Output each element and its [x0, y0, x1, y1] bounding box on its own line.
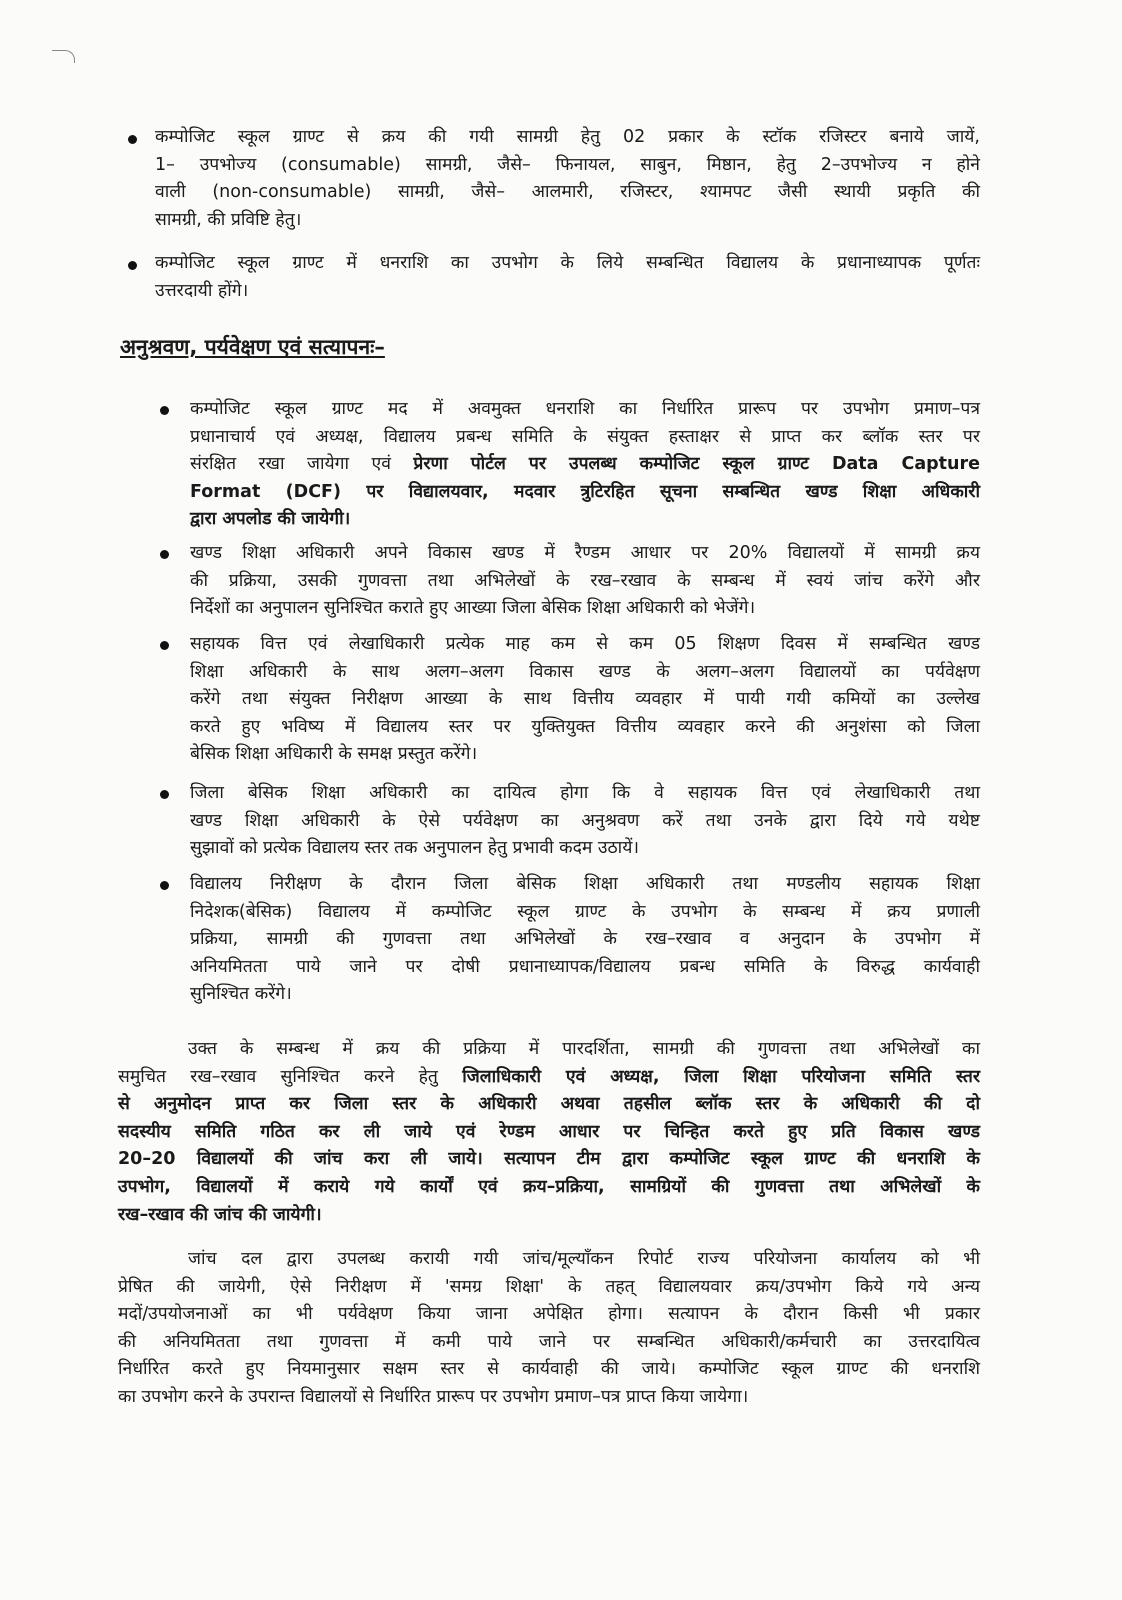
text: कम्पोजिट स्कूल ग्राण्ट में धनराशि का उपभोग के लिये सम्बन्धित विद्यालय के प्रधानाध्यापक पूर्णतः	[155, 253, 980, 273]
text-line	[190, 686, 980, 714]
bullet-icon	[160, 881, 169, 890]
text-line	[118, 1274, 980, 1302]
text-line	[190, 595, 980, 623]
text-line	[190, 780, 980, 808]
text: सुनिश्चित करेंगे।	[190, 984, 292, 1005]
text-line	[190, 871, 980, 899]
text-line	[190, 981, 980, 1009]
text-line	[118, 1146, 980, 1174]
bold-text: द्वारा अपलोड की जायेगी।	[190, 509, 351, 530]
bullet-icon	[160, 550, 169, 559]
text-line	[118, 1329, 980, 1357]
bullet-item-stock-registers	[155, 124, 980, 234]
text: का उपभोग करने के उपरान्त विद्यालयों से निर्धारित प्रारूप पर उपभोग प्रमाण–पत्र प्राप्त किया जायेगा।	[118, 1386, 749, 1407]
text-line	[155, 179, 980, 207]
text-line	[190, 451, 980, 479]
text: 1– उपभोज्य (consumable) सामग्री, जैसे– फिनायल, साबुन, मिष्ठान, हेतु 2–उपभोज्य न होने	[155, 154, 980, 175]
text-line	[118, 1246, 980, 1274]
text: की प्रक्रिया, उसकी गुणवत्ता तथा अभिलेखों के रख–रखाव के सम्बन्ध में स्वयं जांच करेंगे और	[190, 570, 980, 591]
text: खण्ड शिक्षा अधिकारी के ऐसे पर्यवेक्षण का अनुश्रवण करें तथा उनके द्वारा दिये गये यथेष्ट	[190, 810, 980, 831]
text-line	[190, 835, 980, 863]
text: अनियमितता पाये जाने पर दोषी प्रधानाध्यापक/विद्यालय प्रबन्ध समिति के विरुद्ध कार्यवाही	[190, 956, 980, 977]
text-line	[190, 424, 980, 452]
text-line	[190, 741, 980, 769]
text-line	[118, 1356, 980, 1384]
bold-text: उपभोग, विद्यालयों में कराये गये कार्यों एवं क्रय–प्रक्रिया, सामग्रियों की गुणवत्ता तथा अभिलेखों के	[118, 1176, 980, 1197]
text: करेंगे तथा संयुक्त निरीक्षण आख्या के साथ वित्तीय व्यवहार में पायी गयी कमियों का उल्लेख	[190, 689, 980, 710]
bold-text: सदस्यीय समिति गठित कर ली जाये एवं रेण्डम आधार पर चिन्हित करते हुए प्रति विकास खण्ड	[118, 1121, 980, 1142]
text: उत्तरदायी होंगे।	[155, 280, 249, 301]
text-line	[118, 1091, 980, 1119]
text: मदों/उपयोजनाओं का भी पर्यवेक्षण किया जाना अपेक्षित होगा। सत्यापन के दौरान किसी भी प्रकार	[118, 1304, 980, 1325]
text-line	[190, 808, 980, 836]
text: प्रधानाचार्य एवं अध्यक्ष, विद्यालय प्रबन्ध समिति के संयुक्त हस्ताक्षर से प्राप्त कर ब्लॉक स्तर पर	[190, 426, 980, 447]
text-line	[118, 1202, 980, 1230]
text: सुझावों को प्रत्येक विद्यालय स्तर तक अनुपालन हेतु प्रभावी कदम उठायें।	[190, 838, 639, 859]
text-line	[118, 1384, 980, 1412]
bullet-icon	[128, 261, 137, 270]
text-line	[155, 250, 980, 278]
text-line	[190, 506, 980, 534]
text-line	[190, 954, 980, 982]
text-line	[190, 714, 980, 742]
text: कम्पोजिट स्कूल ग्राण्ट से क्रय की गयी सामग्री हेतु 02 प्रकार के स्टॉक रजिस्टर बनाये जायें,	[155, 127, 980, 147]
text-line	[155, 152, 980, 180]
bullet-icon	[160, 790, 169, 799]
bullet-item-block-officer-check	[190, 540, 980, 623]
text: विद्यालय निरीक्षण के दौरान जिला बेसिक शिक्षा अधिकारी तथा मण्डलीय सहायक शिक्षा	[190, 874, 980, 894]
text: बेसिक शिक्षा अधिकारी के समक्ष प्रस्तुत करेंगे।	[190, 744, 478, 765]
text-line	[190, 479, 980, 507]
text: प्रक्रिया, सामग्री की गुणवत्ता तथा अभिलेखों के रख–रखाव व अनुदान के उपभोग में	[190, 929, 980, 950]
paragraph-verification-committee	[118, 1036, 980, 1229]
bullet-icon	[160, 641, 169, 650]
text: जिला बेसिक शिक्षा अधिकारी का दायित्व होगा कि वे सहायक वित्त एवं लेखाधिकारी तथा	[190, 783, 980, 803]
bold-text: प्रेरणा पोर्टल पर उपलब्ध कम्पोजिट स्कूल ग्राण्ट Data Capture	[413, 454, 980, 475]
bullet-item-headmaster-responsibility	[155, 250, 980, 305]
text-line	[190, 899, 980, 927]
text: कम्पोजिट स्कूल ग्राण्ट मद में अवमुक्त धनराशि का निर्धारित प्रारूप पर उपभोग प्रमाण–पत्र	[190, 399, 980, 419]
text: निदेशक(बेसिक) विद्यालय में कम्पोजिट स्कूल ग्राण्ट के उपभोग के सम्बन्ध में क्रय प्रणाली	[190, 901, 980, 922]
bold-text: Format (DCF) पर विद्यालयवार, मदवार त्रुटिरहित सूचना सम्बन्धित खण्ड शिक्षा अधिकारी	[190, 481, 980, 502]
bullet-item-inspection-action	[190, 871, 980, 1009]
text: की अनियमितता तथा गुणवत्ता में कमी पाये जाने पर सम्बन्धित अधिकारी/कर्मचारी का उत्तरदायित्व	[118, 1331, 980, 1352]
text-line	[155, 278, 980, 306]
text-line	[190, 926, 980, 954]
text: संरक्षित रखा जायेगा एवं	[190, 454, 414, 475]
bullet-item-utilization-certificate	[190, 396, 980, 534]
text-line	[190, 568, 980, 596]
bullet-item-district-officer-duty	[190, 780, 980, 863]
text: सहायक वित्त एवं लेखाधिकारी प्रत्येक माह कम से कम 05 शिक्षण दिवस में सम्बन्धित खण्ड	[190, 634, 980, 654]
bullet-item-finance-officer-inspection	[190, 631, 980, 769]
text: समुचित रख–रखाव सुनिश्चित करने हेतु	[118, 1066, 463, 1087]
bullet-icon	[160, 406, 169, 415]
section-heading: अनुश्रवण, पर्यवेक्षण एवं सत्यापनः–	[120, 335, 385, 359]
text-line	[118, 1301, 980, 1329]
text: वाली (non-consumable) सामग्री, जैसे– आलमारी, रजिस्टर, श्यामपट जैसी स्थायी प्रकृति की	[155, 182, 980, 203]
text-line	[190, 659, 980, 687]
text: निर्देशों का अनुपालन सुनिश्चित कराते हुए आख्या जिला बेसिक शिक्षा अधिकारी को भेजेंगे।	[190, 598, 756, 619]
scan-mark	[52, 50, 75, 63]
text-line	[118, 1119, 980, 1147]
text-line	[155, 124, 980, 152]
paragraph-report-submission	[118, 1246, 980, 1412]
text: खण्ड शिक्षा अधिकारी अपने विकास खण्ड में रैण्डम आधार पर 20% विद्यालयों में सामग्री क्रय	[190, 543, 980, 563]
bullet-icon	[128, 135, 137, 144]
bold-text: जिलाधिकारी एवं अध्यक्ष, जिला शिक्षा परियोजना समिति स्तर	[462, 1066, 980, 1087]
text: करते हुए भविष्य में विद्यालय स्तर पर युक्तियुक्त वित्तीय व्यवहार करने की अनुशंसा को जिला	[190, 716, 980, 737]
text: निर्धारित करते हुए नियमानुसार सक्षम स्तर से कार्यवाही की जाये। कम्पोजिट स्कूल ग्राण्ट की धनराशि	[118, 1359, 980, 1380]
text-line	[190, 396, 980, 424]
text: शिक्षा अधिकारी के साथ अलग–अलग विकास खण्ड के अलग–अलग विद्यालयों का पर्यवेक्षण	[190, 661, 980, 682]
text: जांच दल द्वारा उपलब्ध करायी गयी जांच/मूल्याँकन रिपोर्ट राज्य परियोजना कार्यालय को भी	[188, 1249, 980, 1269]
text-line	[118, 1174, 980, 1202]
text: प्रेषित की जायेगी, ऐसे निरीक्षण में 'समग्र शिक्षा' के तहत् विद्यालयवार क्रय/उपभोग किये गये अन्य	[118, 1276, 980, 1297]
text-line	[190, 631, 980, 659]
text: उक्त के सम्बन्ध में क्रय की प्रक्रिया में पारदर्शिता, सामग्री की गुणवत्ता तथा अभिलेखों का	[188, 1039, 980, 1059]
text-line	[190, 540, 980, 568]
text-line	[118, 1064, 980, 1092]
bold-text: 20–20 विद्यालयों की जांच करा ली जाये। सत्यापन टीम द्वारा कम्पोजिट स्कूल ग्राण्ट की धनराशि के	[118, 1149, 980, 1170]
bold-text: से अनुमोदन प्राप्त कर जिला स्तर के अधिकारी अथवा तहसील ब्लॉक स्तर के अधिकारी की दो	[118, 1094, 980, 1115]
text-line	[118, 1036, 980, 1064]
text-line	[155, 207, 980, 235]
bold-text: रख–रखाव की जांच की जायेगी।	[118, 1204, 322, 1225]
text: सामग्री, की प्रविष्टि हेतु।	[155, 209, 302, 230]
